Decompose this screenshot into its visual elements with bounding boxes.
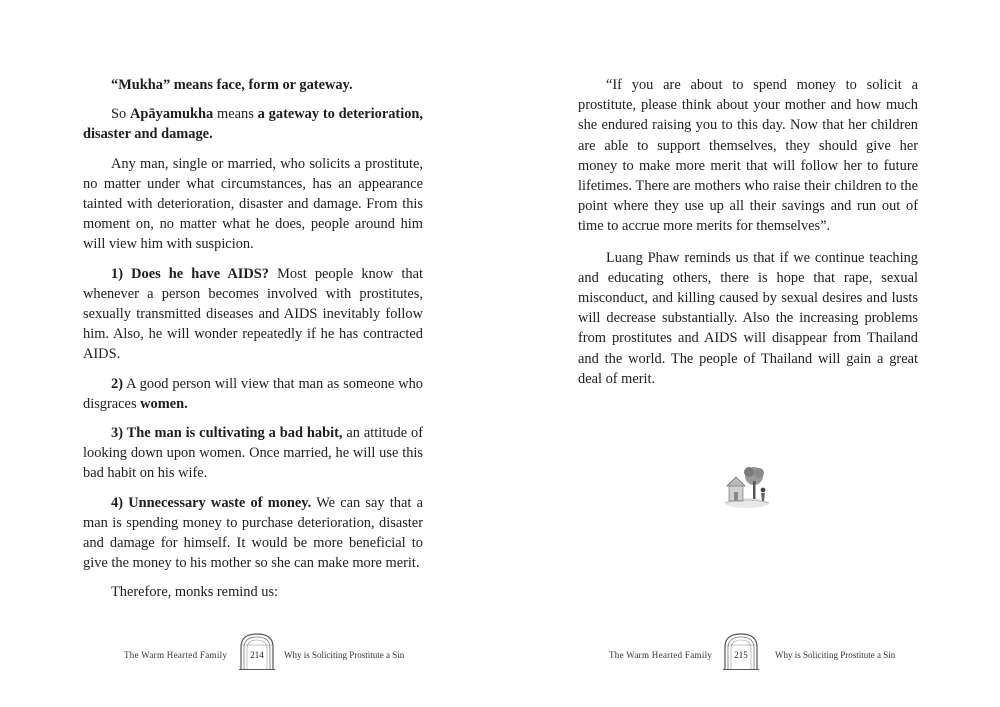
bold-text: 1) Does he have AIDS? [111, 265, 270, 282]
text-run: A good person will view that man as someone who disgraces [83, 375, 423, 412]
text-run: Luang Phaw reminds us that if we continue teaching and educating others, there is hope that rape, sexual misconduct, and killing caused by sexual desires and lusts will decrease substantially. Also the increasing problems from prostitutes and AIDS will disappear from Thailand and the world. The people of Thailand will gain a great deal of merit. [578, 249, 918, 387]
bold-text: a gateway to deterioration, disaster and damage. [83, 106, 424, 143]
text-run: Any man, single or married, who solicits a prostitute, no matter under what circumstances, has an appearance tainted with deterioration, disaster and damage. From this moment on, no matter what he does, people around him will view him with suspicion. [83, 155, 423, 253]
paragraph-luang-phaw [578, 248, 918, 389]
bold-text: Apāyamukha [130, 106, 214, 123]
right-page [500, 0, 1000, 707]
footer-chapter-title: Why is Soliciting Prostitute a Sin [284, 650, 405, 660]
text-run: We can say that a man is spending money to purchase deterioration, disaster and damage for himself. It would be more beneficial to give the money to his mother so she can make more merit. [83, 494, 423, 572]
bold-text: 3) The man is cultivating a bad habit, [111, 425, 343, 442]
bold-text: women. [140, 395, 188, 412]
footer-chapter-title: Why is Soliciting Prostitute a Sin [775, 650, 896, 660]
paragraph-any-man [83, 154, 423, 255]
right-page-footer [500, 631, 1000, 671]
right-page-body [578, 75, 918, 398]
paragraph-therefore [83, 582, 423, 602]
bold-text: 4) Unnecessary waste of money. [111, 494, 312, 511]
sketch-illustration-icon [722, 463, 772, 511]
page-number: 214 [250, 650, 264, 660]
paragraph-point-3 [83, 423, 423, 484]
footer-book-title: The Warm Hearted Family [609, 650, 713, 660]
paragraph-apayamukha-definition [83, 104, 423, 144]
page-number: 215 [734, 650, 748, 660]
paragraph-point-1 [83, 264, 423, 365]
paragraph-point-2 [83, 374, 423, 414]
text-run: Most people know that whenever a person becomes involved with prostitutes, sexually transmitted diseases and AIDS inevitably follow him. Also, he will wonder repeatedly if he has contracted AIDS. [83, 265, 423, 363]
paragraph-quote-mother [578, 75, 918, 237]
text-run: an attitude of looking down upon women. Once married, he will use this bad habit on his wife. [83, 425, 423, 482]
text-run: Therefore, monks remind us: [111, 584, 279, 601]
left-page-body [83, 75, 423, 612]
text-run: means [213, 106, 258, 123]
paragraph-point-4 [83, 493, 423, 574]
bold-text: “Mukha” means face, form or gateway. [111, 77, 353, 93]
footer-book-title: The Warm Hearted Family [124, 650, 228, 660]
text-run: “If you are about to spend money to solicit a prostitute, please think about your mother and how much she endured raising you to this day. Now that her children are able to support themselves, they should give her money to make more merit that will follow her to future lifetimes. There are mothers who raise their children to the point where they use up all their savings and run out of time to accrue more merits for themselves”. [578, 77, 918, 235]
paragraph-mukha-definition [83, 75, 423, 95]
left-page-footer [0, 631, 500, 671]
text-run: So [111, 106, 131, 123]
bold-text: 2) [111, 375, 123, 392]
